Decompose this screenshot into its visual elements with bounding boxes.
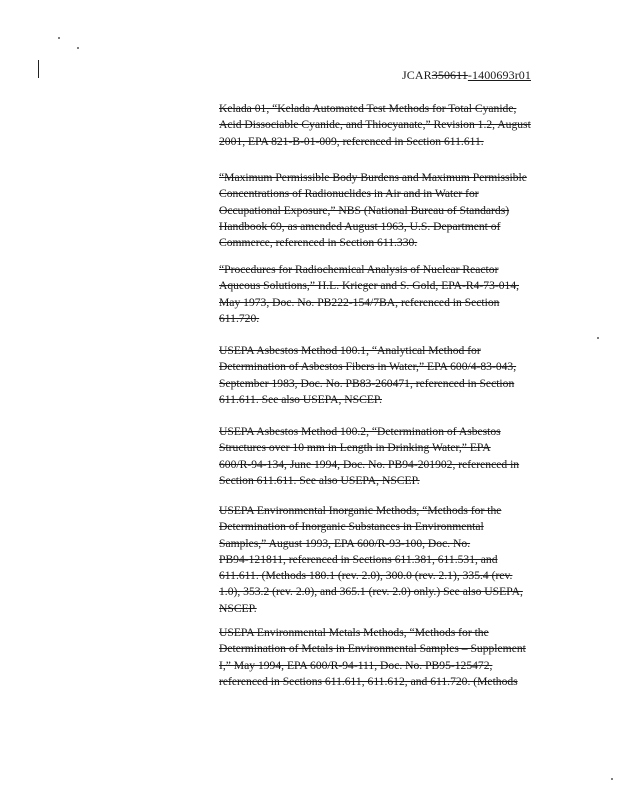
struck-text: “Procedures for Radiochemical Analysis of Nuclear Reactor (219, 263, 499, 276)
struck-text: USEPA Environmental Metals Methods, “Methods for the (219, 626, 489, 639)
entry-line (219, 134, 550, 150)
entry-line (219, 376, 550, 392)
entry-line (219, 568, 550, 584)
reference-entry-asbestos-100-1 (219, 343, 550, 408)
struck-text: Acid Dissociable Cyanide, and Thiocyanate,” Revision 1.2, August (219, 118, 531, 132)
entry-line (219, 424, 550, 440)
reference-entry-metals-methods (219, 625, 550, 690)
entry-line (219, 359, 550, 375)
header-inserted-number: -1400693r01 (467, 68, 531, 82)
struck-text: 611.720. (219, 311, 260, 325)
entry-line (219, 186, 550, 202)
entry-line (219, 262, 550, 278)
scan-speck (58, 37, 60, 39)
entry-line (219, 674, 550, 690)
struck-text: September 1983, Doc. No. PB83-260471, referenced in Section (219, 376, 515, 390)
struck-text: Determination of Metals in Environmental Samples – Supplement (219, 642, 526, 656)
struck-text: Occupational Exposure,” NBS (National Bureau of Standards) (219, 203, 510, 217)
struck-text: 611.611. See also USEPA, NSCEP. (219, 392, 382, 406)
entry-line (219, 343, 550, 359)
entry-line (219, 295, 550, 311)
entry-line (219, 625, 550, 641)
entry-line (219, 457, 550, 473)
reference-entry-asbestos-100-2 (219, 424, 550, 489)
entry-line (219, 278, 550, 294)
struck-text: May 1973, Doc. No. PB222-154/7BA, referenced in Section (219, 295, 500, 309)
entry-line (219, 235, 550, 251)
reference-entry-kelada (219, 101, 550, 150)
struck-text: “Maximum Permissible Body Burdens and Maximum Permissible (219, 171, 527, 184)
scan-speck (611, 778, 613, 780)
entry-line (219, 503, 550, 519)
entry-line (219, 440, 550, 456)
struck-text: NSCEP. (219, 601, 257, 615)
struck-text: 1.0), 353.2 (rev. 2.0), and 365.1 (rev. 2.0) only.) See also USEPA, (219, 585, 523, 599)
entry-line (219, 641, 550, 657)
struck-text: referenced in Sections 611.611, 611.612, and 611.720. (Methods (219, 674, 518, 688)
entry-line (219, 519, 550, 535)
reference-entry-nbs-handbook (219, 170, 550, 251)
struck-text: USEPA Asbestos Method 100.2, “Determination of Asbestos (219, 425, 501, 438)
reference-entry-inorganic-methods (219, 503, 550, 617)
struck-text: 611.611. (Methods 180.1 (rev. 2.0), 300.0 (rev. 2.1), 335.4 (rev. (219, 569, 513, 583)
document-header (402, 68, 531, 83)
struck-text: I,” May 1994, EPA 600/R-94-111, Doc. No. PB95-125472, (219, 658, 493, 672)
struck-text: Kelada 01, “Kelada Automated Test Methods for Total Cyanide, (219, 102, 517, 115)
header-deleted-number: 350611 (431, 68, 468, 82)
struck-text: 2001, EPA 821-B-01-009, referenced in Section 611.611. (219, 134, 484, 148)
scan-speck (77, 47, 79, 49)
entry-line (219, 601, 550, 617)
struck-text: Samples,” August 1993, EPA 600/R-93-100, Doc. No. (219, 536, 471, 550)
struck-text: Section 611.611. See also USEPA, NSCEP. (219, 473, 420, 487)
struck-text: Determination of Inorganic Substances in Environmental (219, 520, 484, 534)
struck-text: USEPA Environmental Inorganic Methods, “Methods for the (219, 504, 502, 517)
struck-text: Concentrations of Radionuclides in Air and in Water for (219, 187, 479, 201)
struck-text: PB94-121811, referenced in Sections 611.381, 611.531, and (219, 552, 498, 566)
struck-text: 600/R-94-134, June 1994, Doc. No. PB94-201902, referenced in (219, 457, 520, 471)
reference-entry-radiochemical-procedures (219, 262, 550, 327)
entry-line (219, 552, 550, 568)
entry-line (219, 219, 550, 235)
entry-line (219, 584, 550, 600)
struck-text: Aqueous Solutions,” H.L. Krieger and S. Gold, EPA-R4-73-014, (219, 279, 520, 293)
entry-line (219, 658, 550, 674)
scan-speck (597, 337, 599, 339)
entry-line (219, 311, 550, 327)
entry-line (219, 203, 550, 219)
header-prefix: JCAR (402, 68, 432, 82)
struck-text: USEPA Asbestos Method 100.1, “Analytical Method for (219, 344, 481, 357)
entry-line (219, 101, 550, 117)
entry-line (219, 170, 550, 186)
margin-change-bar (38, 60, 39, 78)
entry-line (219, 117, 550, 133)
struck-text: Determination of Asbestos Fibers in Water,” EPA 600/4-83-043, (219, 360, 517, 374)
struck-text: Commerce, referenced in Section 611.330. (219, 236, 418, 250)
struck-text: Handbook 69, as amended August 1963, U.S. Department of (219, 219, 501, 233)
entry-line (219, 473, 550, 489)
entry-line (219, 536, 550, 552)
entry-line (219, 392, 550, 408)
struck-text: Structures over 10 mm in Length in Drinking Water,” EPA (219, 441, 491, 455)
